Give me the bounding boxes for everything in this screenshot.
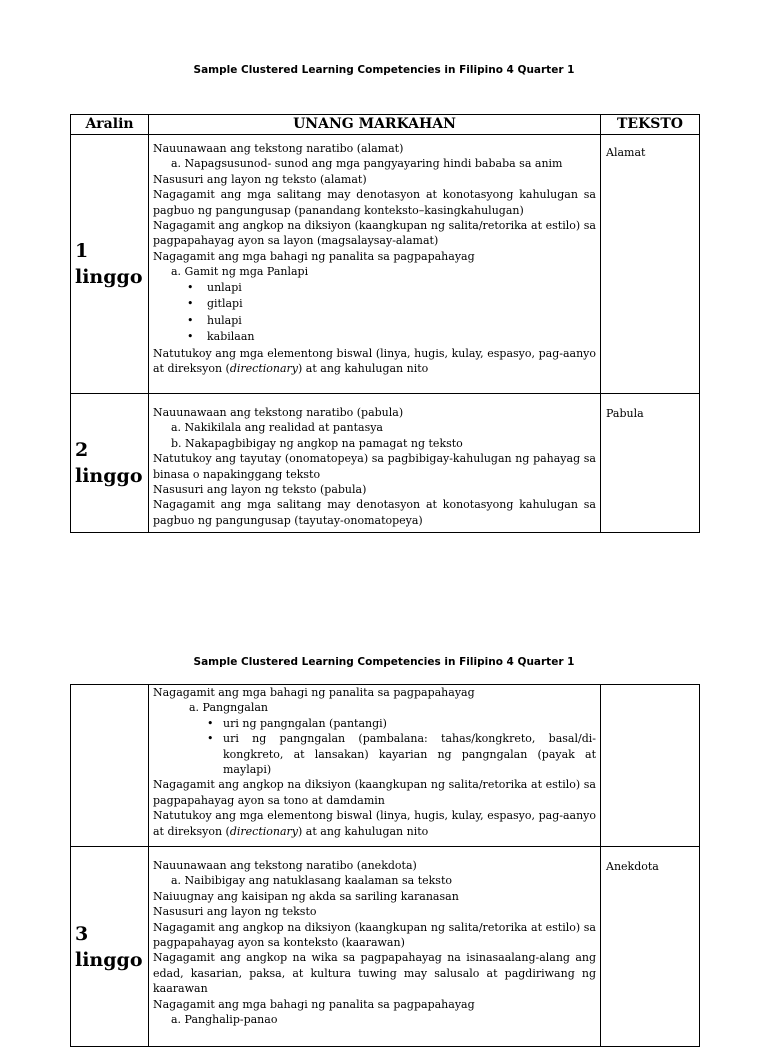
sub-competency: a. Naibibigay ang natuklasang kaalaman sa teksto bbox=[171, 874, 452, 888]
list-item: • uri ng pangngalan (pambalana: tahas/kongkreto, basal/di-kongkreto, at lansakan) kayarian ng pangngalan (payak at maylapi) bbox=[207, 731, 596, 777]
competencies-cell bbox=[149, 135, 601, 394]
page-title: Sample Clustered Learning Competencies in Filipino 4 Quarter 1 bbox=[193, 656, 575, 668]
lesson-cell bbox=[71, 394, 149, 533]
competency: Nauunawaan ang tekstong naratibo (alamat) bbox=[153, 142, 404, 155]
competency: Nasusuri ang layon ng teksto bbox=[153, 905, 317, 919]
competency: Nagagamit ang angkop na diksiyon (kaangkupan ng salita/retorika at estilo) sa pagpapahayag ayon sa tono at damdamin bbox=[153, 778, 596, 807]
page-title: Sample Clustered Learning Competencies in Filipino 4 Quarter 1 bbox=[193, 64, 575, 76]
competency: Nagagamit ang mga bahagi ng panalita sa pagpapahayag bbox=[153, 997, 475, 1011]
list-item: • unlapi bbox=[187, 280, 596, 297]
table-row bbox=[71, 394, 700, 533]
competency: Natutukoy ang tayutay (onomatopeya) sa pagbibigay-kahulugan ng pahayag sa binasa o napakinggang teksto bbox=[153, 452, 596, 481]
competency: Naiuugnay ang kaisipan ng akda sa sariling karanasan bbox=[153, 889, 459, 903]
competency: Natutukoy ang mga elementong biswal (linya, hugis, kulay, espasyo, pag-aanyo at direksyon (directionary) at ang kahulugan nito bbox=[153, 809, 596, 838]
table-row bbox=[71, 135, 700, 394]
lesson-cell bbox=[71, 135, 149, 394]
week-label: linggo bbox=[75, 266, 143, 288]
table-row bbox=[71, 685, 700, 847]
sub-competency: a. Nakikilala ang realidad at pantasya bbox=[171, 421, 383, 435]
teksto-cell: Alamat bbox=[601, 135, 700, 394]
competency: Nasusuri ang layon ng teksto (pabula) bbox=[153, 483, 367, 497]
competency: Nagagamit ang mga salitang may denotasyon at konotasyong kahulugan sa pagbuo ng pangungusap (panandang konteksto–kasingkahulugan) bbox=[153, 188, 596, 217]
week-number: 2 bbox=[75, 439, 89, 462]
competency-table-2 bbox=[70, 684, 700, 1047]
sub-competency: a. Pangngalan bbox=[189, 701, 268, 715]
teksto-cell: Pabula bbox=[601, 394, 700, 533]
list-item: • uri ng pangngalan (pantangi) bbox=[207, 716, 596, 731]
competency-table-1 bbox=[70, 114, 700, 533]
list-item: • hulapi bbox=[187, 313, 596, 330]
lesson-cell bbox=[71, 847, 149, 1047]
competency: Nauunawaan ang tekstong naratibo (pabula) bbox=[153, 406, 404, 419]
header-teksto: TEKSTO bbox=[601, 115, 700, 135]
competency: Natutukoy ang mga elementong biswal (linya, hugis, kulay, espasyo, pag-aanyo at direksyon (directionary) at ang kahulugan nito bbox=[153, 346, 596, 376]
competency: Nagagamit ang angkop na wika sa pagpapahayag na isinasaalang-alang ang edad, kasarian, paksa, at kultura tuwing may salusalo at pagdiriwang ng kaarawan bbox=[153, 951, 596, 996]
noun-type-list bbox=[153, 716, 596, 778]
competencies-cell bbox=[149, 685, 601, 847]
competency: Nagagamit ang angkop na diksiyon (kaangkupan ng salita/retorika at estilo) sa pagpapahayag ayon sa konteksto (kaarawan) bbox=[153, 920, 596, 950]
teksto-cell bbox=[601, 685, 700, 847]
sub-competency: a. Napagsusunod- sunod ang mga pangyayaring hindi bababa sa anim bbox=[171, 157, 563, 171]
list-item: • kabilaan bbox=[187, 329, 596, 346]
lesson-cell bbox=[71, 685, 149, 847]
competencies-cell bbox=[149, 847, 601, 1047]
week-label: linggo bbox=[75, 948, 143, 971]
competency: Nauunawaan ang tekstong naratibo (anekdota) bbox=[153, 859, 417, 872]
sub-competency: a. Panghalip-panao bbox=[171, 1013, 278, 1027]
week-label: linggo bbox=[75, 465, 143, 488]
table-row bbox=[71, 847, 700, 1047]
affix-list bbox=[153, 280, 596, 346]
sub-competency: b. Nakapagbibigay ng angkop na pamagat ng teksto bbox=[171, 436, 463, 450]
competencies-cell bbox=[149, 394, 601, 533]
competency: Nagagamit ang mga bahagi ng panalita sa pagpapahayag bbox=[153, 249, 475, 263]
week-number: 3 bbox=[75, 922, 89, 945]
header-unang-markahan: UNANG MARKAHAN bbox=[149, 115, 601, 135]
week-number: 1 bbox=[75, 240, 89, 262]
sub-competency: a. Gamit ng mga Panlapi bbox=[171, 265, 309, 279]
table-header-row bbox=[71, 115, 700, 135]
competency: Nagagamit ang mga salitang may denotasyon at konotasyong kahulugan sa pagbuo ng pangungusap (tayutay-onomatopeya) bbox=[153, 498, 596, 527]
competency: Nagagamit ang angkop na diksiyon (kaangkupan ng salita/retorika at estilo) sa pagpapahayag ayon sa layon (magsalaysay-alamat) bbox=[153, 219, 596, 248]
competency: Nagagamit ang mga bahagi ng panalita sa pagpapahayag bbox=[153, 686, 475, 699]
competency: Nasusuri ang layon ng teksto (alamat) bbox=[153, 172, 367, 186]
list-item: • gitlapi bbox=[187, 296, 596, 313]
teksto-cell: Anekdota bbox=[601, 847, 700, 1047]
header-aralin: Aralin bbox=[71, 115, 149, 135]
